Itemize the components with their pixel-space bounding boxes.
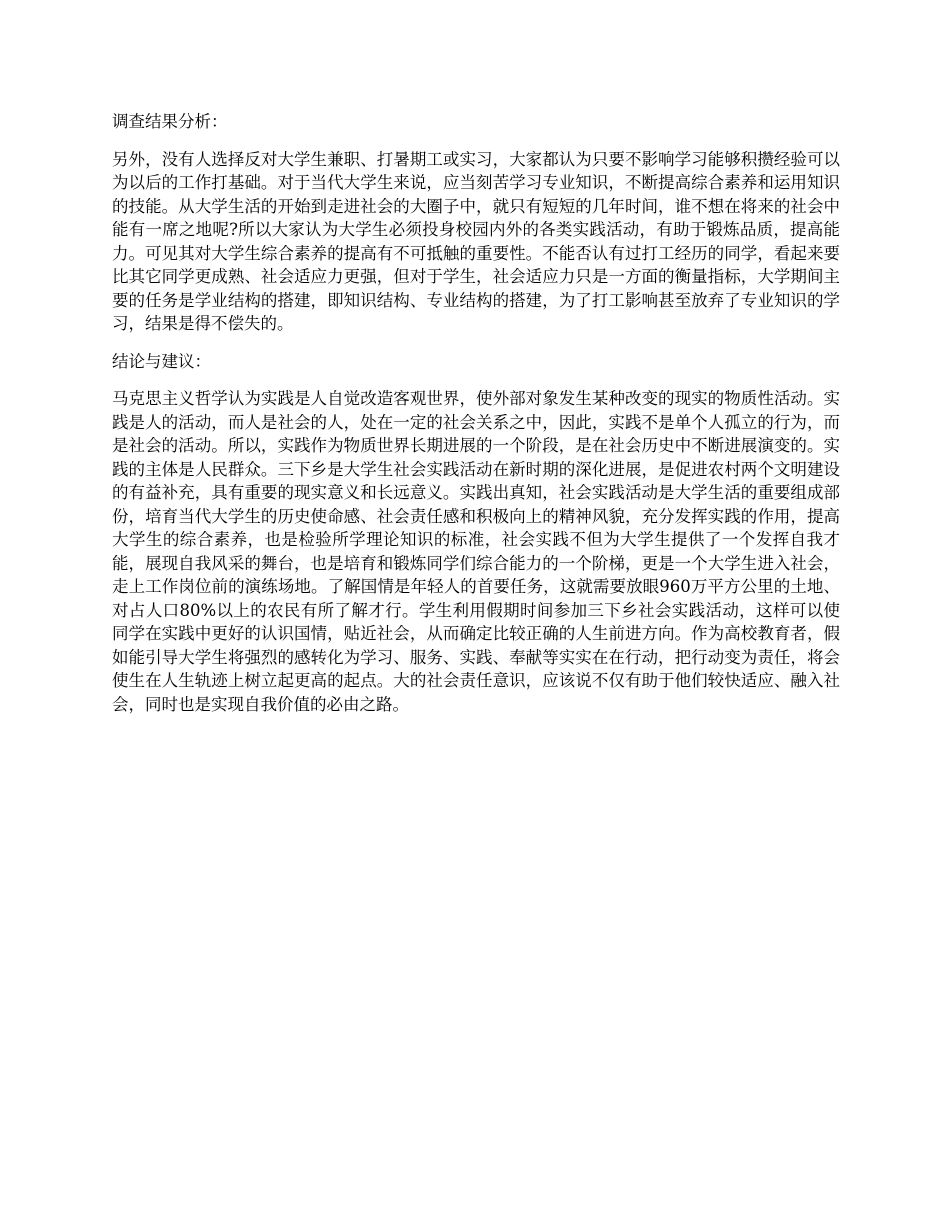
document-page xyxy=(112,110,840,730)
analysis-paragraph: 另外，没有人选择反对大学生兼职、打暑期工或实习，大家都认为只要不影响学习能够积攒经验可以为以后的工作打基础。对于当代大学生来说，应当刻苦学习专业知识，不断提高综合素养和运用知识的技能。从大学生活的开始到走进社会的大圈子中，就只有短短的几年时间，谁不想在将来的社会中能有一席之地呢?所以大家认为大学生必须投身校园内外的各类实践活动，有助于锻炼品质，提高能力。可见其对大学生综合素养的提高有不可抵触的重要性。不能否认有过打工经历的同学，看起来要比其它同学更成熟、社会适应力更强，但对于学生，社会适应力只是一方面的衡量指标，大学期间主要的任务是学业结构的搭建，即知识结构、专业结构的搭建，为了打工影响甚至放弃了专业知识的学习，结果是得不偿失的。 xyxy=(112,149,840,333)
section-heading-analysis: 调查结果分析： xyxy=(112,112,228,131)
section-heading-conclusion: 结论与建议： xyxy=(112,351,211,371)
conclusion-paragraph: 马克思主义哲学认为实践是人自觉改造客观世界，使外部对象发生某种改变的现实的物质性活动。实践是人的活动，而人是社会的人，处在一定的社会关系之中，因此，实践不是单个人孤立的行为，而是社会的活动。所以，实践作为物质世界长期进展的一个阶段，是在社会历史中不断进展演变的。实践的主体是人民群众。三下乡是大学生社会实践活动在新时期的深化进展，是促进农村两个文明建设的有益补充，具有重要的现实意义和长远意义。实践出真知，社会实践活动是大学生活的重要组成部份，培育当代大学生的历史使命感、社会责任感和积极向上的精神风貌，充分发挥实践的作用，提高大学生的综合素养，也是检验所学理论知识的标准，社会实践不但为大学生提供了一个发挥自我才能，展现自我风采的舞台，也是培育和锻炼同学们综合能力的一个阶梯，更是一个大学生进入社会，走上工作岗位前的演练场地。了解国情是年轻人的首要任务，这就需要放眼960万平方公里的土地、对占人口80%以上的农民有所了解才行。学生利用假期时间参加三下乡社会实践活动，这样可以使同学在实践中更好的认识国情，贴近社会，从而确定比较正确的人生前进方向。作为高校教育者，假如能引导大学生将强烈的感转化为学习、服务、实践、奉献等实实在在行动，把行动变为责任，将会使生在人生轨迹上树立起更高的起点。大的社会责任意识，应该说不仅有助于他们较快适应、融入社会，同时也是实现自我价值的必由之路。 xyxy=(112,389,840,714)
